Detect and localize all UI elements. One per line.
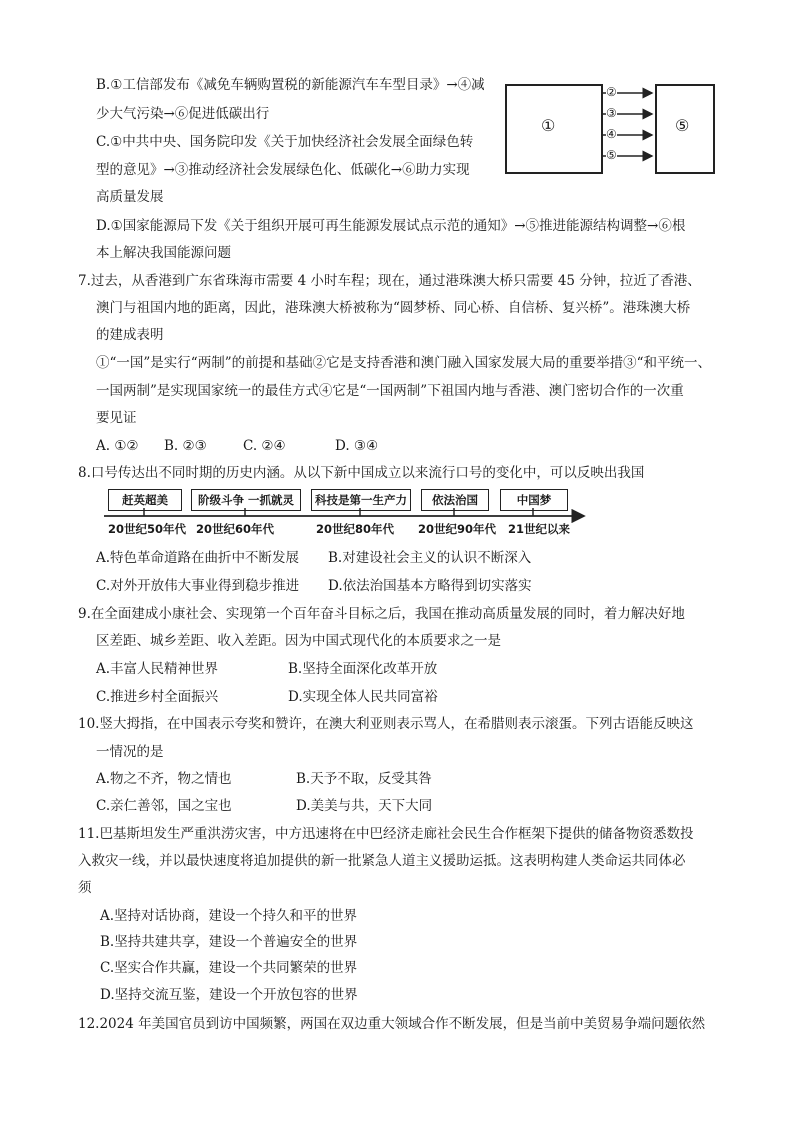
q7-statement-line2: 一国两制”是实现国家统一的最佳方式④它是“一国两制”下祖国内地与香港、澳门密切合作的一次重 (96, 383, 684, 399)
diagram-right-label: ⑤ (675, 116, 690, 135)
q9-option-a[interactable]: A.丰富人民精神世界 (96, 661, 219, 677)
period-label-1: 20世纪50年代 (108, 522, 187, 536)
diagram-left-box (505, 84, 603, 174)
q11-option-a[interactable]: A.坚持对话协商，建设一个持久和平的世界 (100, 908, 358, 924)
arrow-label-1: ② (606, 85, 617, 99)
q7-option-d[interactable]: D. ③④ (335, 438, 379, 454)
slogan-box-3: 科技是第一生产力 (311, 489, 411, 511)
q11-stem-line1: 11.巴基斯坦发生严重洪涝灾害，中方迅速将在中巴经济走廊社会民生合作框架下提供的储备物资悉数投 (78, 826, 694, 842)
slogan-box-2: 阶级斗争 一抓就灵 (191, 489, 301, 511)
q10-option-c[interactable]: C.亲仁善邻，国之宝也 (96, 798, 232, 814)
q7-statement-line1: ①“一国”是实行“两制”的前提和基础②它是支持香港和澳门融入国家发展大局的重要举措③“和平统一、 (96, 355, 712, 371)
q11-option-d[interactable]: D.坚持交流互鉴，建设一个开放包容的世界 (100, 987, 358, 1003)
q11-stem-line2: 入救灾一线，并以最快速度将追加提供的新一批紧急人道主义援助运抵。这表明构建人类命运共同体必 (78, 853, 686, 869)
q6-option-d-line1: D.①国家能源局下发《关于组织开展可再生能源发展试点示范的通知》→⑤推进能源结构调整→⑥根 (96, 218, 686, 234)
period-label-5: 21世纪以来 (508, 522, 571, 536)
q10-option-b[interactable]: B.天予不取，反受其咎 (296, 771, 432, 787)
q11-option-b[interactable]: B.坚持共建共享，建设一个普遍安全的世界 (100, 934, 358, 950)
q7-stem-line3: 的建成表明 (96, 327, 164, 343)
q7-statement-line3: 要见证 (96, 410, 137, 426)
diagram-left-label: ① (541, 116, 556, 135)
q8-option-a[interactable]: A.特色革命道路在曲折中不断发展 (96, 550, 300, 566)
q9-stem-line1: 9.在全面建成小康社会、实现第一个百年奋斗目标之后，我国在推动高质量发展的同时，着力解决好地 (78, 606, 685, 622)
q9-stem-line2: 区差距、城乡差距、收入差距。因为中国式现代化的本质要求之一是 (96, 633, 501, 649)
slogan-box-5: 中国梦 (500, 489, 568, 511)
q6-option-d-line2: 本上解决我国能源问题 (96, 245, 231, 261)
q7-option-b[interactable]: B. ②③ (164, 438, 207, 454)
q6-option-c-line2: 型的意见》→③推动经济社会发展绿色化、低碳化→⑥助力实现 (96, 162, 470, 178)
diagram-right-box (655, 84, 715, 174)
q7-option-c[interactable]: C. ②④ (243, 438, 286, 454)
q10-option-d[interactable]: D.美美与共，天下大同 (296, 798, 433, 814)
period-label-2: 20世纪60年代 (196, 522, 275, 536)
q11-option-c[interactable]: C.坚实合作共赢，建设一个共同繁荣的世界 (100, 960, 358, 976)
q10-stem-line2: 一情况的是 (96, 744, 164, 760)
slogan-box-1: 赶英超美 (108, 489, 182, 511)
q8-option-d[interactable]: D.依法治国基本方略得到切实落实 (328, 578, 532, 594)
q8-option-c[interactable]: C.对外开放伟大事业得到稳步推进 (96, 578, 300, 594)
q9-option-c[interactable]: C.推进乡村全面振兴 (96, 689, 219, 705)
arrow-label-2: ③ (606, 106, 617, 120)
slogan-box-4: 依法治国 (421, 489, 489, 511)
arrow-label-3: ④ (606, 127, 617, 141)
q10-option-a[interactable]: A.物之不齐，物之情也 (96, 771, 232, 787)
period-label-3: 20世纪80年代 (316, 522, 395, 536)
q12-stem-line1: 12.2024 年美国官员到访中国频繁，两国在双边重大领域合作不断发展，但是当前中美贸易争端问题依然 (78, 1016, 706, 1032)
period-label-4: 20世纪90年代 (418, 522, 497, 536)
q6-option-c-line1: C.①中共中央、国务院印发《关于加快经济社会发展全面绿色转 (96, 134, 474, 150)
q10-stem-line1: 10.竖大拇指，在中国表示夸奖和赞许，在澳大利亚则表示骂人，在希腊则表示滚蛋。下列古语能反映这 (78, 716, 694, 732)
q7-stem-line1: 7.过去，从香港到广东省珠海市需要 4 小时车程；现在，通过港珠澳大桥只需要 45 分钟，拉近了香港、 (78, 273, 701, 289)
arrow-label-4: ⑤ (606, 148, 617, 162)
q6-option-b-line2: 少大气污染→⑥促进低碳出行 (96, 106, 270, 122)
q7-stem-line2: 澳门与祖国内地的距离，因此，港珠澳大桥被称为“圆梦桥、同心桥、自信桥、复兴桥”。港珠澳大桥 (96, 300, 691, 316)
q6-option-b-line1: B.①工信部发布《减免车辆购置税的新能源汽车车型目录》→④减 (96, 77, 485, 93)
q9-option-d[interactable]: D.实现全体人民共同富裕 (288, 689, 438, 705)
q8-stem: 8.口号传达出不同时期的历史内涵。从以下新中国成立以来流行口号的变化中，可以反映出我国 (78, 465, 645, 481)
q6-option-c-line3: 高质量发展 (96, 189, 164, 205)
q7-option-a[interactable]: A. ①② (96, 438, 139, 454)
q8-option-b[interactable]: B.对建设社会主义的认识不断深入 (328, 550, 532, 566)
q9-option-b[interactable]: B.坚持全面深化改革开放 (288, 661, 438, 677)
q11-stem-line3: 须 (78, 880, 92, 896)
